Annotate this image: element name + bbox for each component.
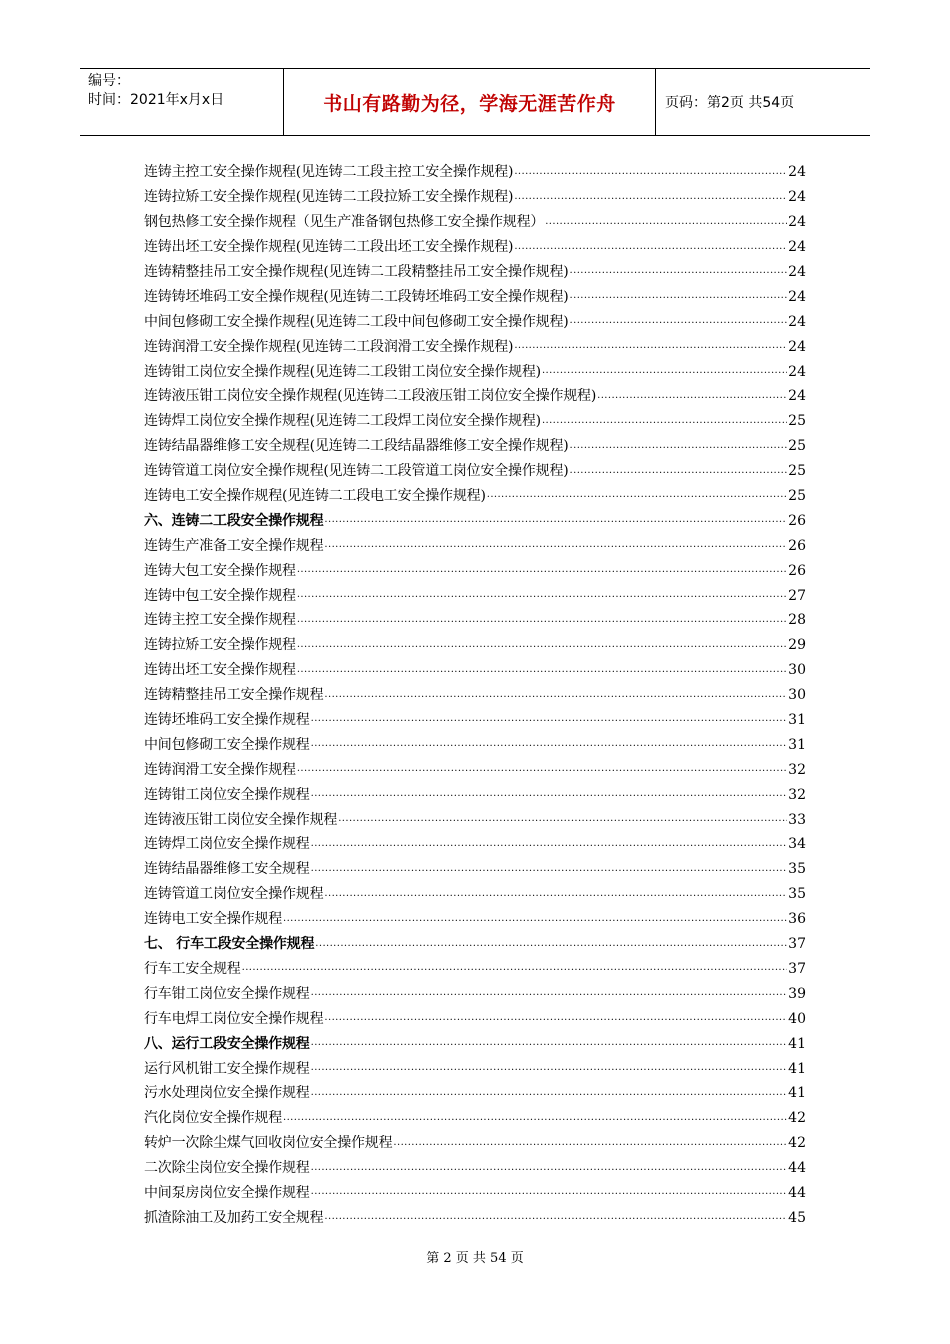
toc-entry-title: 连铸润滑工安全操作规程(见连铸二工段润滑工安全操作规程)	[144, 338, 514, 355]
toc-dot-leader	[311, 984, 788, 1006]
toc-dot-leader	[324, 1009, 787, 1031]
toc-entry-title: 行车钳工岗位安全操作规程	[144, 985, 310, 1002]
toc-entry-title: 转炉一次除尘煤气回收岗位安全操作规程	[144, 1135, 393, 1152]
toc-dot-leader	[283, 1109, 787, 1131]
toc-entry-page: 24	[788, 313, 806, 330]
toc-entry-page: 24	[788, 189, 806, 206]
toc-dot-leader	[315, 935, 787, 957]
toc-entry[interactable]	[144, 708, 806, 733]
toc-entry-title: 连铸铸坯堆码工安全操作规程(见连铸二工段铸坯堆码工安全操作规程)	[144, 288, 569, 305]
toc-entry[interactable]	[144, 533, 806, 558]
toc-entry[interactable]	[144, 309, 806, 334]
toc-dot-leader	[545, 213, 787, 235]
toc-entry[interactable]	[144, 359, 806, 384]
document-number-label: 编号：	[88, 73, 130, 89]
toc-entry-page: 42	[788, 1110, 806, 1127]
toc-dot-leader	[487, 486, 787, 508]
toc-entry[interactable]	[144, 1181, 806, 1206]
toc-entry-page: 25	[788, 488, 806, 505]
toc-entry[interactable]	[144, 1106, 806, 1131]
toc-entry[interactable]	[144, 1156, 806, 1181]
toc-entry[interactable]	[144, 957, 806, 982]
toc-dot-leader	[311, 1159, 788, 1181]
toc-entry[interactable]	[144, 1056, 806, 1081]
toc-entry-page: 24	[788, 388, 806, 405]
toc-entry[interactable]	[144, 832, 806, 857]
toc-entry-title: 连铸管道工岗位安全操作规程(见连铸二工段管道工岗位安全操作规程)	[144, 463, 569, 480]
toc-entry-title: 连铸精整挂吊工安全操作规程(见连铸二工段精整挂吊工安全操作规程)	[144, 264, 569, 280]
toc-entry[interactable]	[144, 981, 806, 1006]
toc-entry-title: 连铸液压钳工岗位安全操作规程(见连铸二工段液压钳工岗位安全操作规程)	[144, 388, 597, 405]
toc-dot-leader	[597, 387, 787, 409]
toc-entry-page: 24	[788, 214, 806, 231]
toc-entry[interactable]	[144, 558, 806, 583]
toc-entry-title: 八、运行工段安全操作规程	[144, 1035, 310, 1052]
toc-dot-leader	[297, 611, 787, 633]
toc-dot-leader	[297, 586, 787, 608]
toc-dot-leader	[297, 561, 787, 583]
toc-entry[interactable]	[144, 235, 806, 260]
toc-entry[interactable]	[144, 857, 806, 882]
toc-entry-title: 连铸钳工岗位安全操作规程	[144, 786, 310, 803]
header-motto-cell	[283, 69, 656, 135]
toc-dot-leader	[570, 262, 788, 284]
toc-dot-leader	[311, 835, 788, 857]
toc-entry-title: 钢包热修工安全操作规程（见生产准备钢包热修工安全操作规程）	[144, 214, 545, 231]
toc-dot-leader	[297, 661, 787, 683]
toc-dot-leader	[324, 885, 787, 907]
toc-dot-leader	[570, 287, 788, 309]
toc-entry[interactable]	[144, 459, 806, 484]
toc-dot-leader	[297, 636, 787, 658]
toc-entry-page: 41	[788, 1060, 806, 1077]
toc-entry[interactable]	[144, 757, 806, 782]
toc-dot-leader	[311, 735, 788, 757]
toc-dot-leader	[514, 188, 787, 210]
page-header	[80, 68, 870, 136]
toc-entry[interactable]	[144, 284, 806, 309]
toc-entry-page: 45	[788, 1209, 806, 1226]
toc-entry-page: 24	[788, 264, 806, 280]
toc-entry-title: 连铸钳工岗位安全操作规程(见连铸二工段钳工岗位安全操作规程)	[144, 363, 541, 380]
toc-entry-page: 30	[788, 662, 806, 679]
header-page-info-cell	[656, 69, 870, 135]
toc-entry-title: 连铸电工安全操作规程	[144, 911, 282, 928]
toc-section-heading[interactable]	[144, 1031, 806, 1056]
toc-dot-leader	[311, 1084, 788, 1106]
toc-entry-page: 40	[788, 1010, 806, 1027]
toc-entry-page: 36	[788, 911, 806, 928]
toc-entry[interactable]	[144, 334, 806, 359]
toc-entry[interactable]	[144, 732, 806, 757]
toc-entry-title: 连铸中包工安全操作规程	[144, 587, 296, 604]
toc-entry-title: 连铸润滑工安全操作规程	[144, 761, 296, 778]
toc-entry-title: 连铸坯堆码工安全操作规程	[144, 712, 310, 729]
table-of-contents	[144, 160, 806, 1230]
toc-entry-page: 39	[788, 985, 806, 1002]
header-meta	[80, 69, 283, 135]
toc-entry-page: 25	[788, 438, 806, 455]
toc-dot-leader	[311, 710, 788, 732]
toc-entry-page: 32	[788, 786, 806, 803]
toc-entry-page: 26	[788, 562, 806, 579]
toc-entry-title: 七、 行车工段安全操作规程	[144, 936, 315, 953]
toc-entry-page: 25	[788, 413, 806, 430]
toc-entry-title: 连铸生产准备工安全操作规程	[144, 537, 324, 554]
toc-dot-leader	[283, 910, 787, 932]
toc-entry-title: 连铸焊工岗位安全操作规程	[144, 836, 310, 853]
toc-entry-page: 24	[788, 363, 806, 380]
header-page-info: 页码：第2页 共54页	[665, 95, 795, 111]
toc-section-heading[interactable]	[144, 508, 806, 533]
toc-entry[interactable]	[144, 907, 806, 932]
toc-entry-title: 运行风机钳工安全操作规程	[144, 1060, 310, 1077]
toc-entry-title: 连铸结晶器维修工安全规程(见连铸二工段结晶器维修工安全操作规程)	[144, 438, 569, 455]
toc-entry-page: 37	[788, 960, 806, 977]
toc-dot-leader	[570, 462, 788, 484]
toc-dot-leader	[514, 238, 787, 260]
toc-entry-page: 28	[788, 612, 806, 629]
toc-entry-page: 26	[788, 512, 806, 529]
toc-dot-leader	[324, 536, 787, 558]
toc-entry-title: 连铸主控工安全操作规程(见连铸二工段主控工安全操作规程)	[144, 164, 514, 181]
footer-page-number: 第 2 页 共 54 页	[426, 1251, 524, 1266]
toc-entry-page: 44	[788, 1160, 806, 1177]
toc-entry-page: 42	[788, 1135, 806, 1152]
toc-entry-title: 连铸拉矫工安全操作规程(见连铸二工段拉矫工安全操作规程)	[144, 189, 514, 206]
toc-entry[interactable]	[144, 484, 806, 509]
toc-entry[interactable]	[144, 1131, 806, 1156]
toc-entry[interactable]	[144, 160, 806, 185]
toc-entry[interactable]	[144, 633, 806, 658]
toc-entry-title: 连铸电工安全操作规程(见连铸二工段电工安全操作规程)	[144, 488, 486, 505]
toc-section-heading[interactable]	[144, 932, 806, 957]
toc-entry-title: 连铸主控工安全操作规程	[144, 612, 296, 629]
toc-entry[interactable]	[144, 384, 806, 409]
toc-dot-leader	[311, 1183, 788, 1205]
page-footer	[0, 1247, 950, 1266]
toc-entry-page: 37	[788, 936, 806, 953]
toc-entry[interactable]	[144, 882, 806, 907]
toc-entry[interactable]	[144, 583, 806, 608]
header-motto: 书山有路勤为径，学海无涯苦作舟	[323, 92, 616, 115]
toc-entry-title: 二次除尘岗位安全操作规程	[144, 1160, 310, 1177]
toc-entry-title: 连铸大包工安全操作规程	[144, 562, 296, 579]
toc-entry-page: 34	[788, 836, 806, 853]
toc-entry-title: 连铸焊工岗位安全操作规程(见连铸二工段焊工岗位安全操作规程)	[144, 413, 541, 430]
toc-entry-page: 24	[788, 239, 806, 256]
toc-entry[interactable]	[144, 210, 806, 235]
toc-dot-leader	[311, 785, 788, 807]
toc-dot-leader	[514, 163, 787, 185]
toc-entry-title: 行车电焊工岗位安全操作规程	[144, 1010, 324, 1027]
toc-entry-page: 24	[788, 338, 806, 355]
toc-entry[interactable]	[144, 1205, 806, 1230]
document-time: 时间：2021年x月x日	[88, 92, 225, 108]
toc-dot-leader	[570, 312, 788, 334]
toc-entry[interactable]	[144, 409, 806, 434]
toc-dot-leader	[393, 1134, 787, 1156]
toc-dot-leader	[542, 412, 787, 434]
toc-entry-title: 连铸液压钳工岗位安全操作规程	[144, 811, 338, 828]
toc-entry-page: 35	[788, 861, 806, 878]
toc-dot-leader	[542, 362, 787, 384]
toc-entry-page: 44	[788, 1184, 806, 1201]
toc-entry-page: 26	[788, 537, 806, 554]
toc-entry-title: 污水处理岗位安全操作规程	[144, 1085, 310, 1102]
toc-dot-leader	[324, 1208, 787, 1230]
toc-dot-leader	[311, 1034, 788, 1056]
toc-dot-leader	[242, 959, 788, 981]
toc-entry-page: 33	[788, 811, 806, 828]
toc-entry-title: 六、连铸二工段安全操作规程	[144, 512, 324, 529]
toc-entry-title: 连铸结晶器维修工安全规程	[144, 861, 310, 878]
toc-entry-page: 27	[788, 587, 806, 604]
toc-entry-page: 41	[788, 1035, 806, 1052]
toc-entry[interactable]	[144, 683, 806, 708]
toc-entry[interactable]	[144, 782, 806, 807]
toc-dot-leader	[338, 810, 787, 832]
toc-entry-title: 中间包修砌工安全操作规程	[144, 736, 310, 753]
toc-entry-page: 41	[788, 1085, 806, 1102]
toc-entry-page: 31	[788, 736, 806, 753]
toc-entry-title: 汽化岗位安全操作规程	[144, 1110, 282, 1127]
toc-entry-title: 抓渣除油工及加药工安全规程	[144, 1209, 324, 1226]
toc-dot-leader	[570, 437, 788, 459]
toc-entry-title: 中间包修砌工安全操作规程(见连铸二工段中间包修砌工安全操作规程)	[144, 313, 569, 330]
toc-entry-title: 行车工安全规程	[144, 960, 241, 977]
toc-dot-leader	[311, 1059, 788, 1081]
toc-entry[interactable]	[144, 1006, 806, 1031]
toc-dot-leader	[324, 686, 787, 708]
toc-entry[interactable]	[144, 260, 806, 285]
toc-entry[interactable]	[144, 807, 806, 832]
toc-dot-leader	[324, 511, 787, 533]
toc-entry[interactable]	[144, 608, 806, 633]
toc-dot-leader	[297, 760, 787, 782]
toc-entry-page: 35	[788, 886, 806, 903]
toc-entry-title: 中间泵房岗位安全操作规程	[144, 1184, 310, 1201]
toc-entry-title: 连铸出坯工安全操作规程	[144, 662, 296, 679]
toc-entry-title: 连铸拉矫工安全操作规程	[144, 637, 296, 654]
toc-entry-page: 30	[788, 687, 806, 704]
toc-entry-title: 连铸精整挂吊工安全操作规程	[144, 687, 324, 704]
toc-entry-page: 25	[788, 463, 806, 480]
toc-entry[interactable]	[144, 434, 806, 459]
toc-dot-leader	[311, 860, 788, 882]
toc-entry[interactable]	[144, 185, 806, 210]
toc-entry-page: 24	[788, 164, 806, 181]
toc-entry-page: 29	[788, 637, 806, 654]
toc-entry-title: 连铸出坯工安全操作规程(见连铸二工段出坯工安全操作规程)	[144, 239, 514, 256]
toc-entry-page: 32	[788, 761, 806, 778]
toc-entry-page: 31	[788, 712, 806, 729]
toc-entry-title: 连铸管道工岗位安全操作规程	[144, 886, 324, 903]
toc-entry-page: 24	[788, 288, 806, 305]
toc-dot-leader	[514, 337, 787, 359]
toc-entry[interactable]	[144, 658, 806, 683]
toc-entry[interactable]	[144, 1081, 806, 1106]
